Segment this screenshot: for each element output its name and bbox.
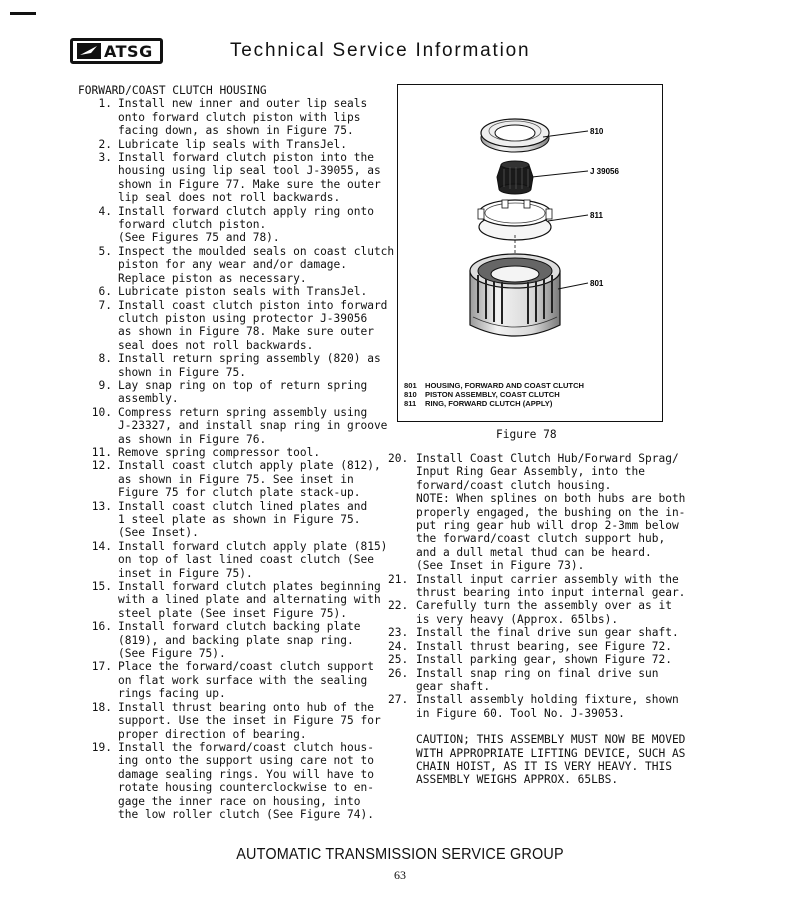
legend-row: 811 RING, FORWARD CLUTCH (APPLY) [404,399,553,408]
step-number: 3. [98,151,112,165]
step-number: 20. [388,452,409,465]
step-number: 12. [91,459,112,473]
figure-legend [404,381,584,408]
step-text: Install return spring assembly (820) as shown in Figure 75. [118,352,381,379]
step-text: Install forward clutch piston into the housing using lip seal tool J-39055, as shown in Figure 77. Make sure the outer lip seal does not roll backwards. [118,151,381,205]
step-text: Install coast clutch piston into forward clutch piston using protector J-39056 as shown in Figure 78. Make sure outer seal does not roll backwards. [118,298,388,352]
step-item [78,352,396,379]
step-text: Lubricate lip seals with TransJel. [118,137,348,151]
step-item [78,97,396,137]
step-text: Lay snap ring on top of return spring assembly. [118,378,368,406]
step-item [78,540,396,580]
step-item [78,580,396,620]
step-number: 26. [388,666,409,680]
step-text: Install Coast Clutch Hub/Forward Sprag/ Input Ring Gear Assembly, into the forward/coast clutch housing. [416,452,679,492]
step-item [388,640,698,653]
step-text: Install coast clutch apply plate (812), as shown in Figure 75. See inset in Figure 75 for clutch plate stack-up. [118,459,381,500]
seal-protector-j39056 [497,161,533,194]
step-item [78,446,396,459]
step-number: 15. [91,580,112,594]
step-item [388,653,698,666]
step-number: 11. [91,445,112,459]
step-number: 8. [98,352,112,366]
step-text: Install forward clutch plates beginning with a lined plate and alternating with steel plate (See inset Figure 75). [118,580,381,620]
step-item [78,138,396,151]
step-text: Install thrust bearing onto hub of the support. Use the inset in Figure 75 for proper direction of bearing. [118,700,381,741]
step-text: Carefully turn the assembly over as it is very heavy (Approx. 65lbs). [416,599,672,626]
step-number: 14. [91,539,112,553]
step-text: Install assembly holding fixture, shown in Figure 60. Tool No. J-39053. [416,693,679,720]
step-number: 2. [98,137,112,151]
step-number: 7. [98,298,112,312]
step-item [78,620,396,660]
step-text: Install parking gear, shown Figure 72. [416,653,672,667]
step-number: 25. [388,653,409,667]
step-text: Install forward clutch backing plate (819), and backing plate snap ring. (See Figure 75). [118,620,361,661]
step-item [78,660,396,700]
step-number: 23. [388,626,409,640]
step-item [388,452,698,492]
step-number: 10. [91,405,112,419]
step-text: Lubricate piston seals with TransJel. [118,285,368,299]
step-number: 13. [91,499,112,513]
step-list [388,452,698,720]
right-column [388,452,698,787]
step-item [388,599,698,626]
step-item [78,701,396,741]
legend-row: 801 HOUSING, FORWARD AND COAST CLUTCH [404,381,585,390]
section-title: FORWARD/COAST CLUTCH HOUSING [78,84,267,97]
step-item [78,741,396,821]
step-text: Compress return spring assembly using J-23327, and install snap ring in groove as shown in Figure 76. [118,405,388,446]
left-column [78,84,396,821]
step-text: Install the final drive sun gear shaft. [416,626,679,640]
atsg-logo [70,38,163,64]
step-item [388,573,698,600]
step-item [78,500,396,540]
step-number: 1. [98,97,112,111]
step-text: Install thrust bearing, see Figure 72. [416,639,672,653]
step-number: 17. [91,660,112,674]
exploded-view-illustration [398,85,664,381]
footer-organization: AUTOMATIC TRANSMISSION SERVICE GROUP [236,846,564,863]
step-item [78,299,396,353]
logo-text: ATSG [104,41,153,61]
step-list [78,97,396,821]
legend-row: 810 PISTON ASSEMBLY, COAST CLUTCH [404,390,560,399]
step-text: Install the forward/coast clutch hous- ing onto the support using care not to damage sealing rings. You will have to rotate housing counterclockwise to en- gage the inner race on housing, into the low roller clutch (See Figure 74). [118,740,374,821]
step-number: 5. [98,244,112,258]
step-number: 21. [388,572,409,586]
step-number: 22. [388,599,409,613]
step-note: NOTE: When splines on both hubs are both properly engaged, the bushing on the in- put ring gear hub will drop 2-3mm below the forward/coast clutch support hub, and a dull metal thud can be heard. (See Inset in Figure 73). [416,492,686,573]
step-item [388,626,698,639]
step-number: 27. [388,693,409,707]
corner-mark [10,12,36,15]
step-text: Install input carrier assembly with the thrust bearing into input internal gear. [416,572,686,600]
step-number: 24. [388,639,409,653]
step-text: Remove spring compressor tool. [118,445,321,459]
coast-clutch-piston-810 [481,119,549,152]
step-number: 6. [98,285,112,299]
callout-810: 810 [590,127,604,136]
step-number: 9. [98,378,112,392]
wing-icon [77,43,101,59]
step-item [388,667,698,694]
forward-coast-clutch-housing-801 [470,254,560,336]
figure-78 [397,84,663,422]
step-number: 16. [91,620,112,634]
step-text: Place the forward/coast clutch support on flat work surface with the sealing rings facing up. [118,660,374,701]
step-text: Install new inner and outer lip seals onto forward clutch piston with lips facing down, as shown in Figure 75. [118,97,368,138]
step-item [78,379,396,406]
step-number: 19. [91,740,112,754]
forward-clutch-apply-ring-811 [478,200,552,240]
step-text: Install snap ring on final drive sun gear shaft. [416,666,659,693]
callout-j39056: J 39056 [590,167,619,176]
step-text: Install forward clutch apply ring onto forward clutch piston. (See Figures 75 and 78). [118,204,374,245]
step-number: 4. [98,204,112,218]
step-item [78,285,396,298]
caution-note: CAUTION; THIS ASSEMBLY MUST NOW BE MOVED WITH APPROPRIATE LIFTING DEVICE, SUCH AS CHAIN HOIST, AS IT IS VERY HEAVY. THIS ASSEMBLY WEIGHS APPROX. 65LBS. [416,733,686,787]
step-text: Install forward clutch apply plate (815) on top of last lined coast clutch (See inset in Figure 75). [118,539,388,580]
step-item [78,151,396,205]
step-item [78,459,396,499]
step-item [78,406,396,446]
step-text: Install coast clutch lined plates and 1 steel plate as shown in Figure 75. (See Inset). [118,499,368,540]
page-title: Technical Service Information [230,40,531,61]
step-text: Inspect the moulded seals on coast clutch piston for any wear and/or damage. Replace piston as necessary. [118,244,395,285]
step-item [78,245,396,285]
page-number: 63 [394,868,406,882]
step-number: 18. [91,700,112,714]
step-item [388,693,698,720]
callout-801: 801 [590,279,604,288]
callout-811: 811 [590,211,603,220]
figure-caption: Figure 78 [496,428,557,441]
step-item [78,205,396,245]
